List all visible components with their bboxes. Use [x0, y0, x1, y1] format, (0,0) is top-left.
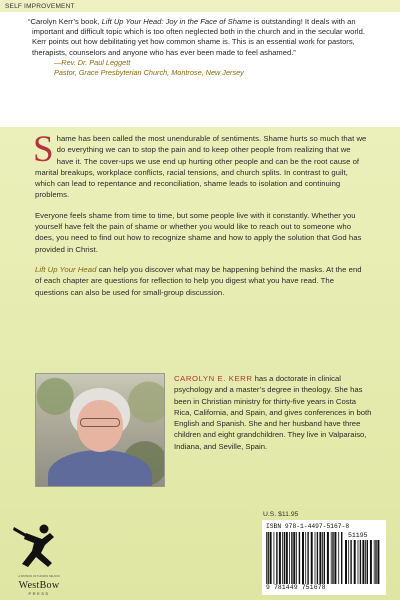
- quote-book-title: Lift Up Your Head: Joy in the Face of Shame: [101, 17, 252, 26]
- author-name: CAROLYN E. KERR: [174, 374, 253, 383]
- quote-rest: is outstanding! It deals with an important and difficult topic which is too often neglected both in the church and in the secular world. Kerr points out how debilitating yet how common shame is. This is an essential work for pastors, therapists, counselors and anyone who has ever been made to feel ashamed.”: [32, 17, 365, 57]
- paragraph-3-text: can help you discover what may be happening behind the masks. At the end of each chapter are questions for reflection to help you digest what you have read. The questions can also be used for small-group discussion.: [35, 264, 362, 297]
- description-body: [33, 129, 367, 307]
- barcode-addon-digits: 51195: [348, 532, 368, 539]
- barcode-ean-digits: 9 781449 751678: [266, 584, 326, 591]
- publisher-name: WestBow: [18, 580, 60, 591]
- author-section: [35, 373, 375, 493]
- endorsement-author: —Rev. Dr. Paul Leggett: [54, 57, 131, 67]
- author-bio: [174, 373, 374, 452]
- barcode-box: [262, 520, 386, 595]
- quote-open: “Carolyn Kerr’s book,: [28, 17, 102, 26]
- paragraph-3: [35, 264, 367, 298]
- publisher-logo: [8, 517, 70, 597]
- runner-icon: [8, 517, 70, 575]
- paragraph-1-text: hame has been called the most unendurable of sentiments. Shame hurts so much that we do everything we can to stop the pain and to keep other people from realizing that we have it. The cover-ups we use end up hurting other people and can be the root cause of marital breakups, workplace conflicts, racial tensions, and church splits. In contrast to guilt, which can lead to repentance and reconciliation, shame leads to isolation and continuing problems.: [35, 134, 367, 200]
- barcode-main-bars: [266, 532, 344, 584]
- publisher-press: PRESS: [28, 591, 50, 596]
- paragraph-2: Everyone feels shame from time to time, but some people live with it constantly. Whether you yourself have felt the pain of shame or whether you would like to reach out to someone who does, you need to find out how to recognize shame and how to apply the solution that God has provided in Christ.: [35, 210, 362, 254]
- photo-glasses: [80, 418, 120, 427]
- drop-cap: S: [33, 129, 54, 170]
- author-bio-text: has a doctorate in clinical psychology and a master’s degree in theology. She has been in Christian ministry for thirty-five years in Costa Rica, California, and Spain, and gives conferences in both English and Spanish. She and her husband have three children and eight grandchildren. They live in Valparaiso, Indiana, and Seville, Spain.: [174, 374, 372, 451]
- endorsement-role: Pastor, Grace Presbyterian Church, Montrose, New Jersey: [54, 67, 244, 77]
- endorsement-quote: [28, 17, 372, 58]
- publisher-division: A DIVISION OF THOMAS NELSON: [18, 575, 60, 578]
- endorsement-box: [0, 12, 400, 127]
- author-photo: [35, 373, 165, 487]
- category-label: SELF IMPROVEMENT: [5, 3, 75, 10]
- isbn-text: ISBN 978-1-4497-5167-8: [266, 523, 350, 530]
- paragraph-3-book-title: Lift Up Your Head: [35, 264, 97, 274]
- paragraph-1: [33, 129, 367, 201]
- barcode-addon-bars: [345, 540, 381, 584]
- price-label: U.S. $11.95: [263, 511, 299, 518]
